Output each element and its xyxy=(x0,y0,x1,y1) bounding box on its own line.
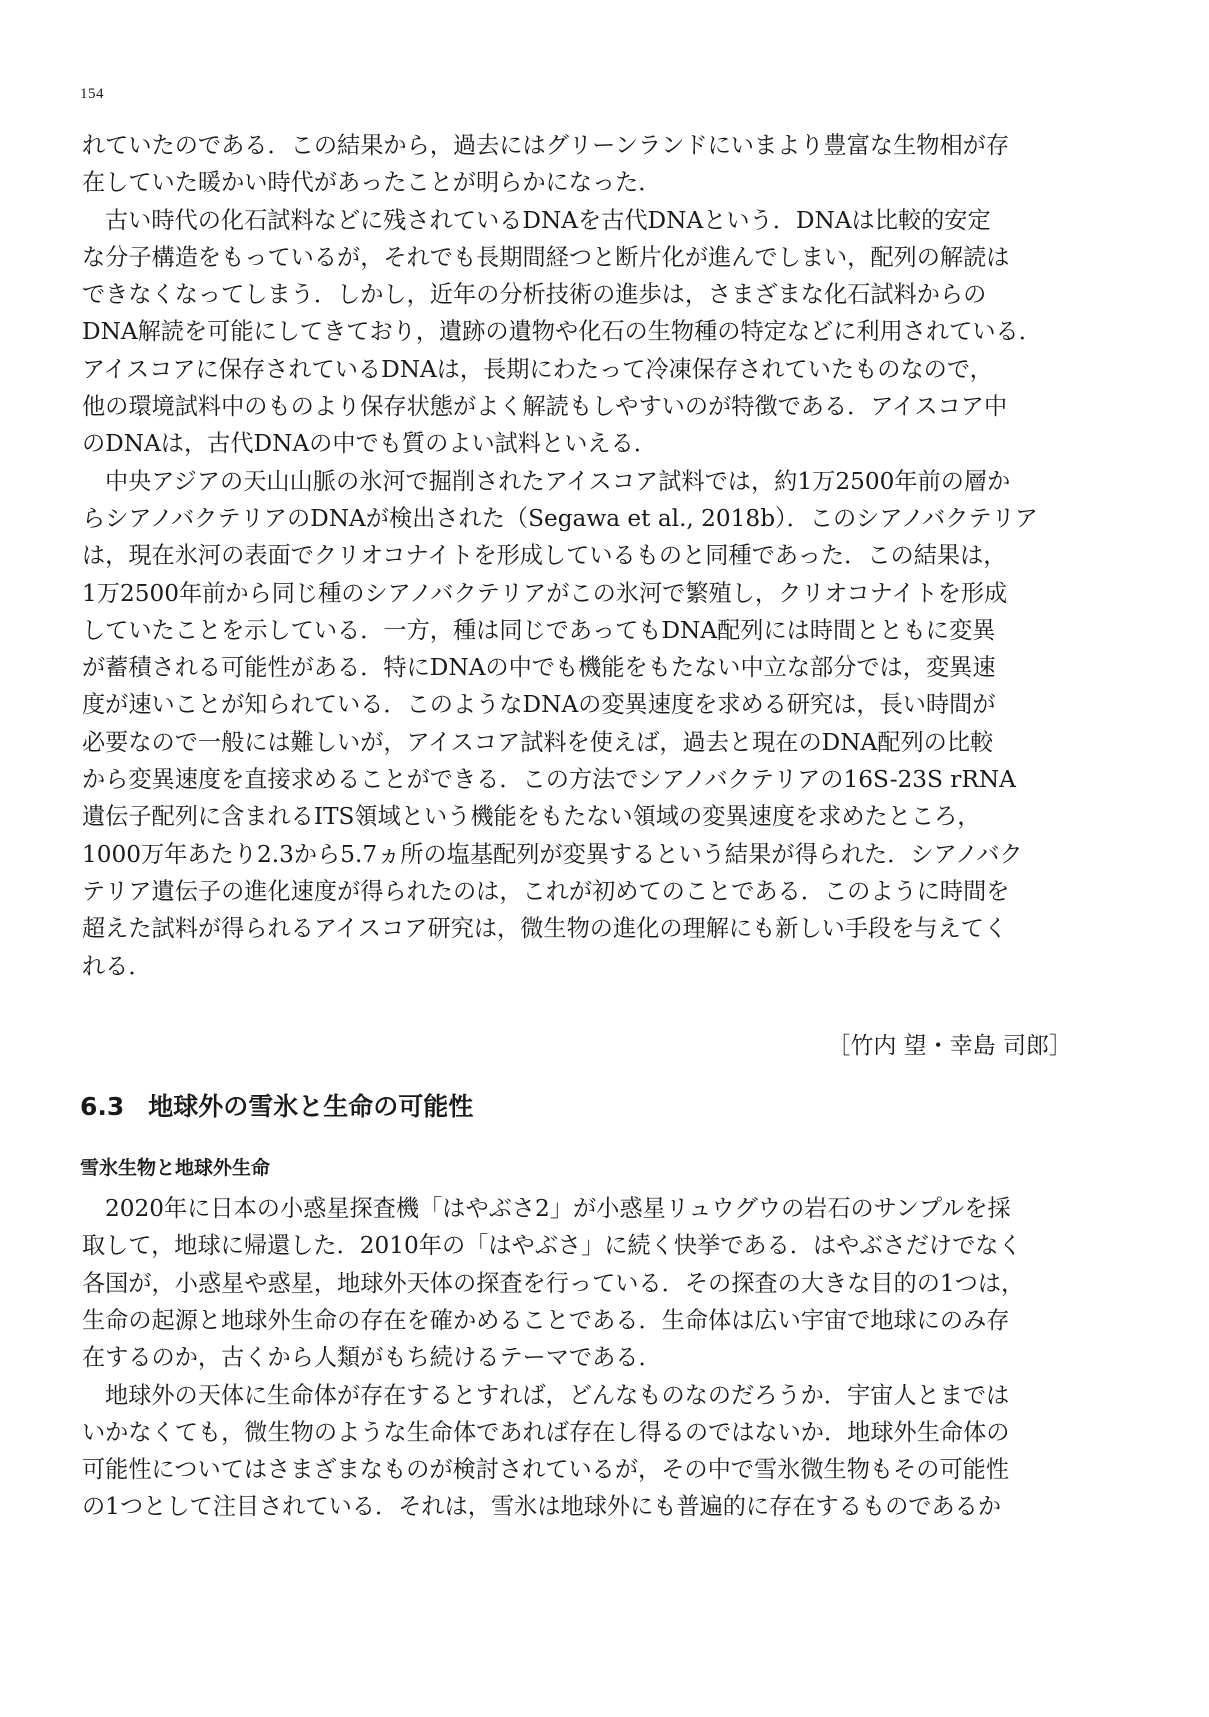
text-line: 1000万年あたり2.3から5.7ヵ所の塩基配列が変異するという結果が得られた．シアノバク xyxy=(82,840,1023,868)
author-attribution: ［竹内 望・幸島 司郎］ xyxy=(827,1033,1072,1059)
text-line: していたことを示している．一方，種は同じであってもDNA配列には時間とともに変異 xyxy=(82,616,996,644)
text-line: 地球外の天体に生命体が存在するとすれば，どんなものなのだろうか．宇宙人とまでは xyxy=(105,1381,1010,1409)
text-line: 古い時代の化石試料などに残されているDNAを古代DNAという．DNAは比較的安定 xyxy=(105,206,991,234)
paragraph-tianshan xyxy=(82,463,1072,985)
paragraph-hayabusa xyxy=(82,1190,1072,1376)
text-line: 1万2500年前から同じ種のシアノバクテリアがこの氷河で繁殖し，クリオコナイトを形成 xyxy=(82,579,1008,607)
text-line: 必要なので一般には難しいが，アイスコア試料を使えば，過去と現在のDNA配列の比較 xyxy=(82,728,994,756)
text-line: が蓄積される可能性がある．特にDNAの中でも機能をもたない中立な部分では，変異速 xyxy=(82,654,996,682)
section-number: 6.3 xyxy=(80,1092,125,1121)
text-line: 中央アジアの天山山脈の氷河で掘削されたアイスコア試料では，約1万2500年前の層か xyxy=(105,467,1011,495)
section-heading xyxy=(80,1087,473,1127)
text-line: れていたのである．この結果から，過去にはグリーンランドにいまより豊富な生物相が存 xyxy=(82,132,1010,159)
text-line: 度が速いことが知られている．このようなDNAの変異速度を求める研究は，長い時間が xyxy=(82,691,996,719)
text-line: テリア遺伝子の進化速度が得られたのは，これが初めてのことである．このように時間を xyxy=(82,877,1010,905)
text-line: のDNAは，古代DNAの中でも質のよい試料といえる． xyxy=(82,430,657,458)
text-line: DNA解読を可能にしてきており，遺跡の遺物や化石の生物種の特定などに利用されている． xyxy=(82,318,1042,346)
paragraph-ancient-dna xyxy=(82,202,1072,463)
section-title: 地球外の雪氷と生命の可能性 xyxy=(148,1092,474,1121)
text-line: 可能性についてはさまざまなものが検討されているが，その中で雪氷微生物もその可能性 xyxy=(82,1456,1010,1484)
text-line: 他の環境試料中のものより保存状態がよく解読もしやすいのが特徴である．アイスコア中 xyxy=(82,393,1008,421)
text-line: 生命の起源と地球外生命の存在を確かめることである．生命体は広い宇宙で地球にのみ存 xyxy=(82,1306,1010,1334)
text-line: いかなくても，微生物のような生命体であれば存在し得るのではないか．地球外生命体の xyxy=(82,1418,1010,1446)
text-line: アイスコアに保存されているDNAは，長期にわたって冷凍保存されていたものなので， xyxy=(82,355,993,383)
text-line: 超えた試料が得られるアイスコア研究は，微生物の進化の理解にも新しい手段を与えてく xyxy=(82,915,1008,943)
text-line: な分子構造をもっているが，それでも長期間経つと断片化が進んでしまい，配列の解読は xyxy=(82,243,1010,271)
text-line: らシアノバクテリアのDNAが検出された（Segawa et al., 2018b）．このシアノバクテリア xyxy=(82,504,1038,532)
text-line: 遺伝子配列に含まれるITS領域という機能をもたない領域の変異速度を求めたところ， xyxy=(82,803,981,831)
text-line: 2020年に日本の小惑星探査機「はやぶさ2」が小惑星リュウグウの岩石のサンプルを採 xyxy=(105,1195,1011,1222)
text-line: 在するのか，古くから人類がもち続けるテーマである． xyxy=(82,1344,662,1372)
text-line: れる． xyxy=(82,952,152,980)
text-line: 取して，地球に帰還した．2010年の「はやぶさ」に続く快挙である．はやぶさだけでなく xyxy=(82,1232,1022,1260)
text-line: から変異速度を直接求めることができる．この方法でシアノバクテリアの16S-23S rRNA xyxy=(82,766,1016,794)
subsection-heading: 雪氷生物と地球外生命 xyxy=(80,1157,271,1179)
text-line: は，現在氷河の表面でクリオコナイトを形成しているものと同種であった．この結果は， xyxy=(82,542,1007,570)
paragraph-continuation xyxy=(82,127,1072,202)
text-line: できなくなってしまう．しかし，近年の分析技術の進歩は，さまざまな化石試料からの xyxy=(82,281,987,309)
text-line: 在していた暖かい時代があったことが明らかになった． xyxy=(82,169,662,197)
text-line: 各国が，小惑星や惑星，地球外天体の探査を行っている．その探査の大きな目的の1つは， xyxy=(82,1269,1025,1297)
paragraph-extraterrestrial xyxy=(82,1377,1072,1526)
text-line: の1つとして注目されている．それは，雪氷は地球外にも普遍的に存在するものであるか xyxy=(82,1493,1002,1521)
page-number: 154 xyxy=(80,86,104,102)
